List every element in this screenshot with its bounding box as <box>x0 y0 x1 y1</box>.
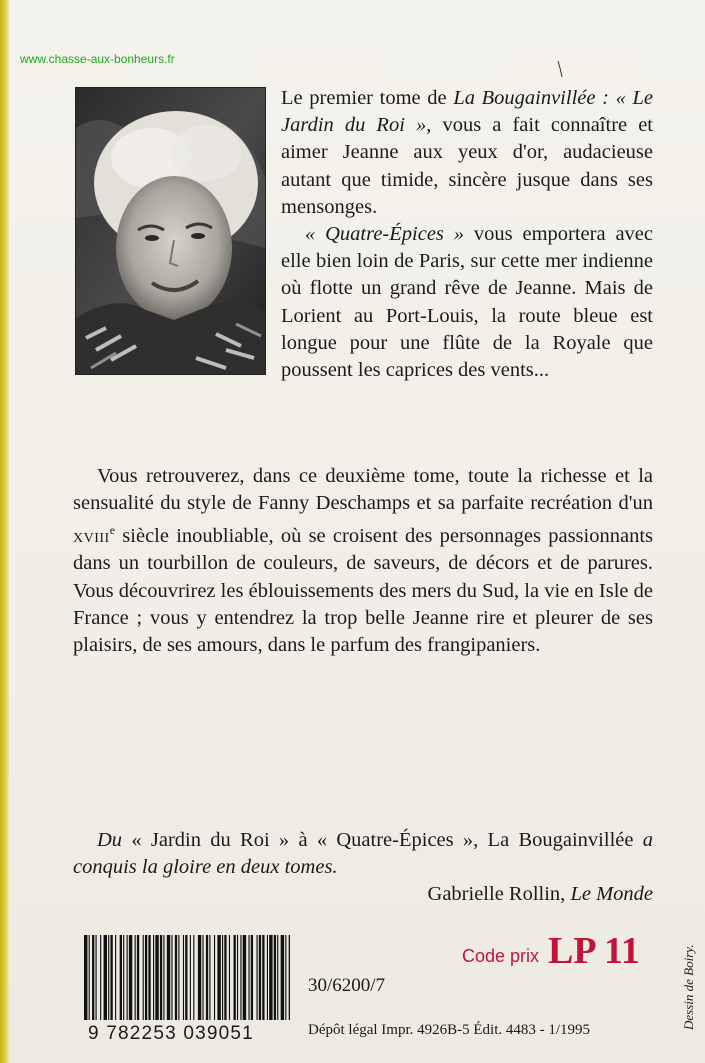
press-quote: Du « Jardin du Roi » à « Quatre-Épices », La Bougainvillée a conquis la gloire en deux tomes. Gabrielle Rollin, Le Monde <box>73 827 653 909</box>
barcode-bar <box>251 935 253 1020</box>
barcode-bar <box>110 935 112 1020</box>
barcode-bar <box>137 935 139 1020</box>
barcode-bar <box>237 935 238 1020</box>
barcode-bar <box>277 935 278 1020</box>
barcode-bar <box>185 935 187 1020</box>
legal-deposit: Dépôt légal Impr. 4926B-5 Édit. 4483 - 1/1995 <box>308 1022 591 1038</box>
barcode-bar <box>259 935 261 1020</box>
barcode-bar <box>92 935 94 1020</box>
barcode-bar <box>198 935 201 1020</box>
book-spine-edge <box>0 0 9 1063</box>
price-code-label: Code prix <box>462 946 540 966</box>
barcode-bar <box>143 935 144 1020</box>
barcode-bar <box>214 935 215 1020</box>
barcode-bar <box>281 935 284 1020</box>
barcode-bar <box>206 935 208 1020</box>
quote-attribution: Gabrielle Rollin, Le Monde <box>427 883 653 906</box>
barcode-bars <box>84 935 290 1020</box>
barcode-bar <box>289 935 290 1020</box>
barcode-bar <box>89 935 90 1020</box>
barcode-bar <box>229 935 230 1020</box>
barcode-bar <box>108 935 109 1020</box>
barcode-bar <box>209 935 210 1020</box>
barcode-bar <box>148 935 150 1020</box>
barcode-bar <box>183 935 184 1020</box>
barcode-bar <box>243 935 246 1020</box>
barcode-bar <box>171 935 172 1020</box>
barcode-bar <box>135 935 136 1020</box>
barcode-bar <box>120 935 122 1020</box>
barcode-bar <box>202 935 203 1020</box>
barcode-bar <box>257 935 258 1020</box>
barcode-bar <box>167 935 170 1020</box>
price-code-value: LP 11 <box>548 930 640 972</box>
blurb-paragraph-2: « Quatre-Épices » vous emportera avec elle bien loin de Paris, sur cette mer indienne où flotte un grand rêve de Jeanne. Mais de Lorient au Port-Louis, la route bleue est longue pour une flûte de la Royale que poussent les caprices des vents... <box>281 223 653 382</box>
barcode-bar <box>175 935 177 1020</box>
watermark-url: www.chasse-aux-bonheurs.fr <box>20 52 175 66</box>
barcode-bar <box>100 935 101 1020</box>
barcode-bar <box>104 935 107 1020</box>
barcode-bar <box>155 935 158 1020</box>
barcode-bar <box>262 935 264 1020</box>
barcode-bar <box>163 935 164 1020</box>
blurb-paragraph-3: Vous retrouverez, dans ce deuxième tome, toute la richesse et la sensualité du style de Fanny Deschamps et sa parfaite recréation d'un xviii$^e$ siècle inoubliable, où se croisent des personnages passionnants dans un tourbillon de couleurs, de saveurs, de décors et de parures. Vous découvrirez les éblouissements des mers du Sud, la vie en Isle de France ; vous y entendrez la trop belle Jeanne rire et pleurer de ses plaisirs, de ses amours, dans le parfum des frangipaniers. <box>73 465 653 657</box>
barcode-bar <box>217 935 220 1020</box>
barcode-bar <box>145 935 147 1020</box>
barcode-bar <box>274 935 276 1020</box>
barcode <box>84 935 290 1020</box>
barcode-bar <box>269 935 272 1020</box>
barcode-bar <box>240 935 241 1020</box>
barcode-bar <box>285 935 286 1020</box>
blurb-paragraph-1: Le premier tome de La Bougainvillée : « Le Jardin du Roi », vous a fait connaître et aimer Jeanne aux yeux d'or, audacieuse autant que timide, sincère jusque dans ses mensonges. <box>281 87 654 218</box>
barcode-bar <box>96 935 97 1020</box>
barcode-bar <box>160 935 162 1020</box>
barcode-bar <box>115 935 116 1020</box>
blurb-top <box>73 85 653 384</box>
blurb-bottom <box>73 463 653 659</box>
barcode-bar <box>190 935 191 1020</box>
illustration-credit: Dessin de Boiry. <box>681 944 696 1030</box>
barcode-bar <box>127 935 128 1020</box>
barcode-bar <box>234 935 236 1020</box>
barcode-bar <box>248 935 249 1020</box>
stray-mark <box>557 60 563 78</box>
isbn-number: 9 782253 039051 <box>88 1023 254 1044</box>
barcode-bar <box>123 935 124 1020</box>
barcode-bar <box>267 935 268 1020</box>
barcode-bar <box>222 935 223 1020</box>
catalog-reference: 30/6200/7 <box>308 975 386 996</box>
barcode-bar <box>153 935 154 1020</box>
barcode-bar <box>84 935 87 1020</box>
barcode-bar <box>178 935 179 1020</box>
barcode-bar <box>224 935 226 1020</box>
barcode-bar <box>129 935 132 1020</box>
barcode-bar <box>193 935 194 1020</box>
